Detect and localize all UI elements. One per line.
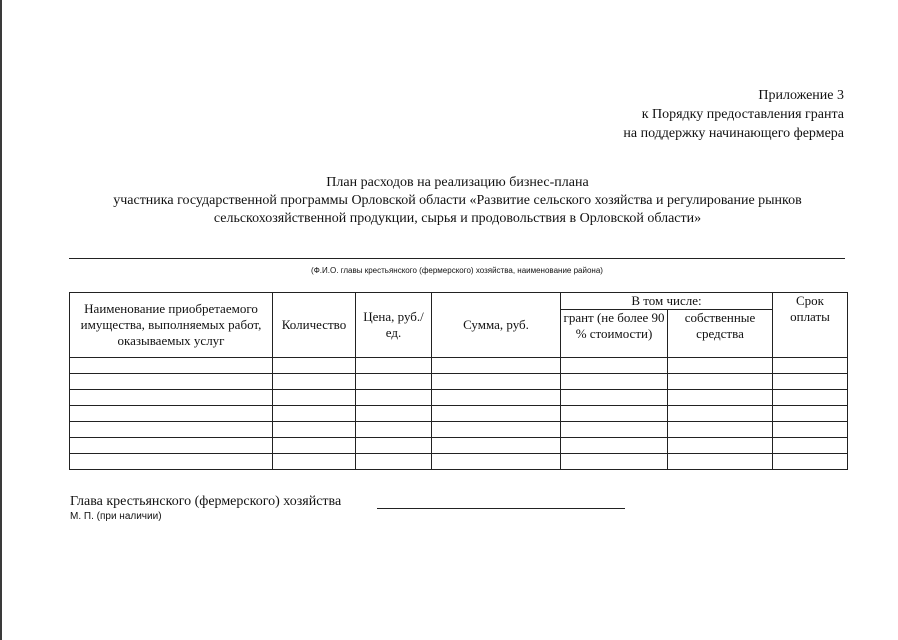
table-cell[interactable] <box>561 422 668 438</box>
document-title <box>60 174 855 228</box>
header-quantity: Количество <box>273 293 356 358</box>
table-cell[interactable] <box>356 358 432 374</box>
table-cell[interactable] <box>561 374 668 390</box>
table-cell[interactable] <box>356 390 432 406</box>
table-cell[interactable] <box>273 358 356 374</box>
table-cell[interactable] <box>432 454 561 470</box>
table-cell[interactable] <box>432 406 561 422</box>
header-sum: Сумма, руб. <box>432 293 561 358</box>
page-edge-shadow <box>0 0 2 640</box>
appendix-header <box>623 86 844 143</box>
table-cell[interactable] <box>773 422 848 438</box>
table-cell[interactable] <box>356 374 432 390</box>
table-row <box>70 422 848 438</box>
table-cell[interactable] <box>432 390 561 406</box>
table-cell[interactable] <box>668 454 773 470</box>
signature-label: Глава крестьянского (фермерского) хозяйства <box>70 494 342 509</box>
appendix-number: Приложение 3 <box>758 88 844 103</box>
table-cell[interactable] <box>773 438 848 454</box>
table-cell[interactable] <box>668 374 773 390</box>
table-cell[interactable] <box>356 406 432 422</box>
expense-plan-table <box>69 292 848 470</box>
appendix-reference: к Порядку предоставления гранта <box>641 107 844 122</box>
table-cell[interactable] <box>773 374 848 390</box>
table-cell[interactable] <box>668 390 773 406</box>
table-row <box>70 358 848 374</box>
table-cell[interactable] <box>561 358 668 374</box>
table-cell[interactable] <box>273 422 356 438</box>
table-cell[interactable] <box>273 454 356 470</box>
table-cell[interactable] <box>773 406 848 422</box>
table-row <box>70 390 848 406</box>
table-cell[interactable] <box>273 406 356 422</box>
table-cell[interactable] <box>668 406 773 422</box>
table-cell[interactable] <box>70 438 273 454</box>
header-grant: грант (не более 90 % стоимости) <box>561 310 668 358</box>
table-cell[interactable] <box>561 406 668 422</box>
table-cell[interactable] <box>273 374 356 390</box>
signature-field[interactable] <box>377 508 625 509</box>
table-cell[interactable] <box>773 358 848 374</box>
table-cell[interactable] <box>70 406 273 422</box>
header-own-funds: собственные средства <box>668 310 773 358</box>
table-cell[interactable] <box>668 422 773 438</box>
table-cell[interactable] <box>356 438 432 454</box>
table-cell[interactable] <box>356 422 432 438</box>
header-term: Срок оплаты <box>773 293 848 358</box>
title-line-3: сельскохозяйственной продукции, сырья и продовольствия в Орловской области» <box>213 211 702 226</box>
title-line-2: участника государственной программы Орловской области «Развитие сельского хозяйства и регулирование рынков <box>113 193 802 208</box>
table-row <box>70 374 848 390</box>
title-line-1: План расходов на реализацию бизнес-плана <box>326 175 589 190</box>
table-cell[interactable] <box>432 438 561 454</box>
table-row <box>70 454 848 470</box>
table-cell[interactable] <box>356 454 432 470</box>
table-cell[interactable] <box>70 358 273 374</box>
table-cell[interactable] <box>70 454 273 470</box>
farm-head-name-field[interactable] <box>69 258 845 259</box>
table-row <box>70 438 848 454</box>
table-cell[interactable] <box>668 358 773 374</box>
table-cell[interactable] <box>70 374 273 390</box>
stamp-note: М. П. (при наличии) <box>70 511 162 522</box>
table-cell[interactable] <box>561 438 668 454</box>
table-cell[interactable] <box>561 454 668 470</box>
header-including: В том числе: <box>561 293 773 310</box>
header-price: Цена, руб./ед. <box>356 293 432 358</box>
table-cell[interactable] <box>432 374 561 390</box>
table-cell[interactable] <box>668 438 773 454</box>
table-cell[interactable] <box>773 390 848 406</box>
table-cell[interactable] <box>432 422 561 438</box>
table-cell[interactable] <box>773 454 848 470</box>
header-item: Наименование приобретаемого имущества, выполняемых работ, оказываемых услуг <box>70 293 273 358</box>
farm-head-name-caption: (Ф.И.О. главы крестьянского (фермерского) хозяйства, наименование района) <box>311 266 603 275</box>
appendix-reference-cont: на поддержку начинающего фермера <box>623 126 844 141</box>
table-row <box>70 406 848 422</box>
table-cell[interactable] <box>561 390 668 406</box>
table-cell[interactable] <box>70 390 273 406</box>
table-cell[interactable] <box>70 422 273 438</box>
table-cell[interactable] <box>432 358 561 374</box>
table-cell[interactable] <box>273 390 356 406</box>
table-cell[interactable] <box>273 438 356 454</box>
